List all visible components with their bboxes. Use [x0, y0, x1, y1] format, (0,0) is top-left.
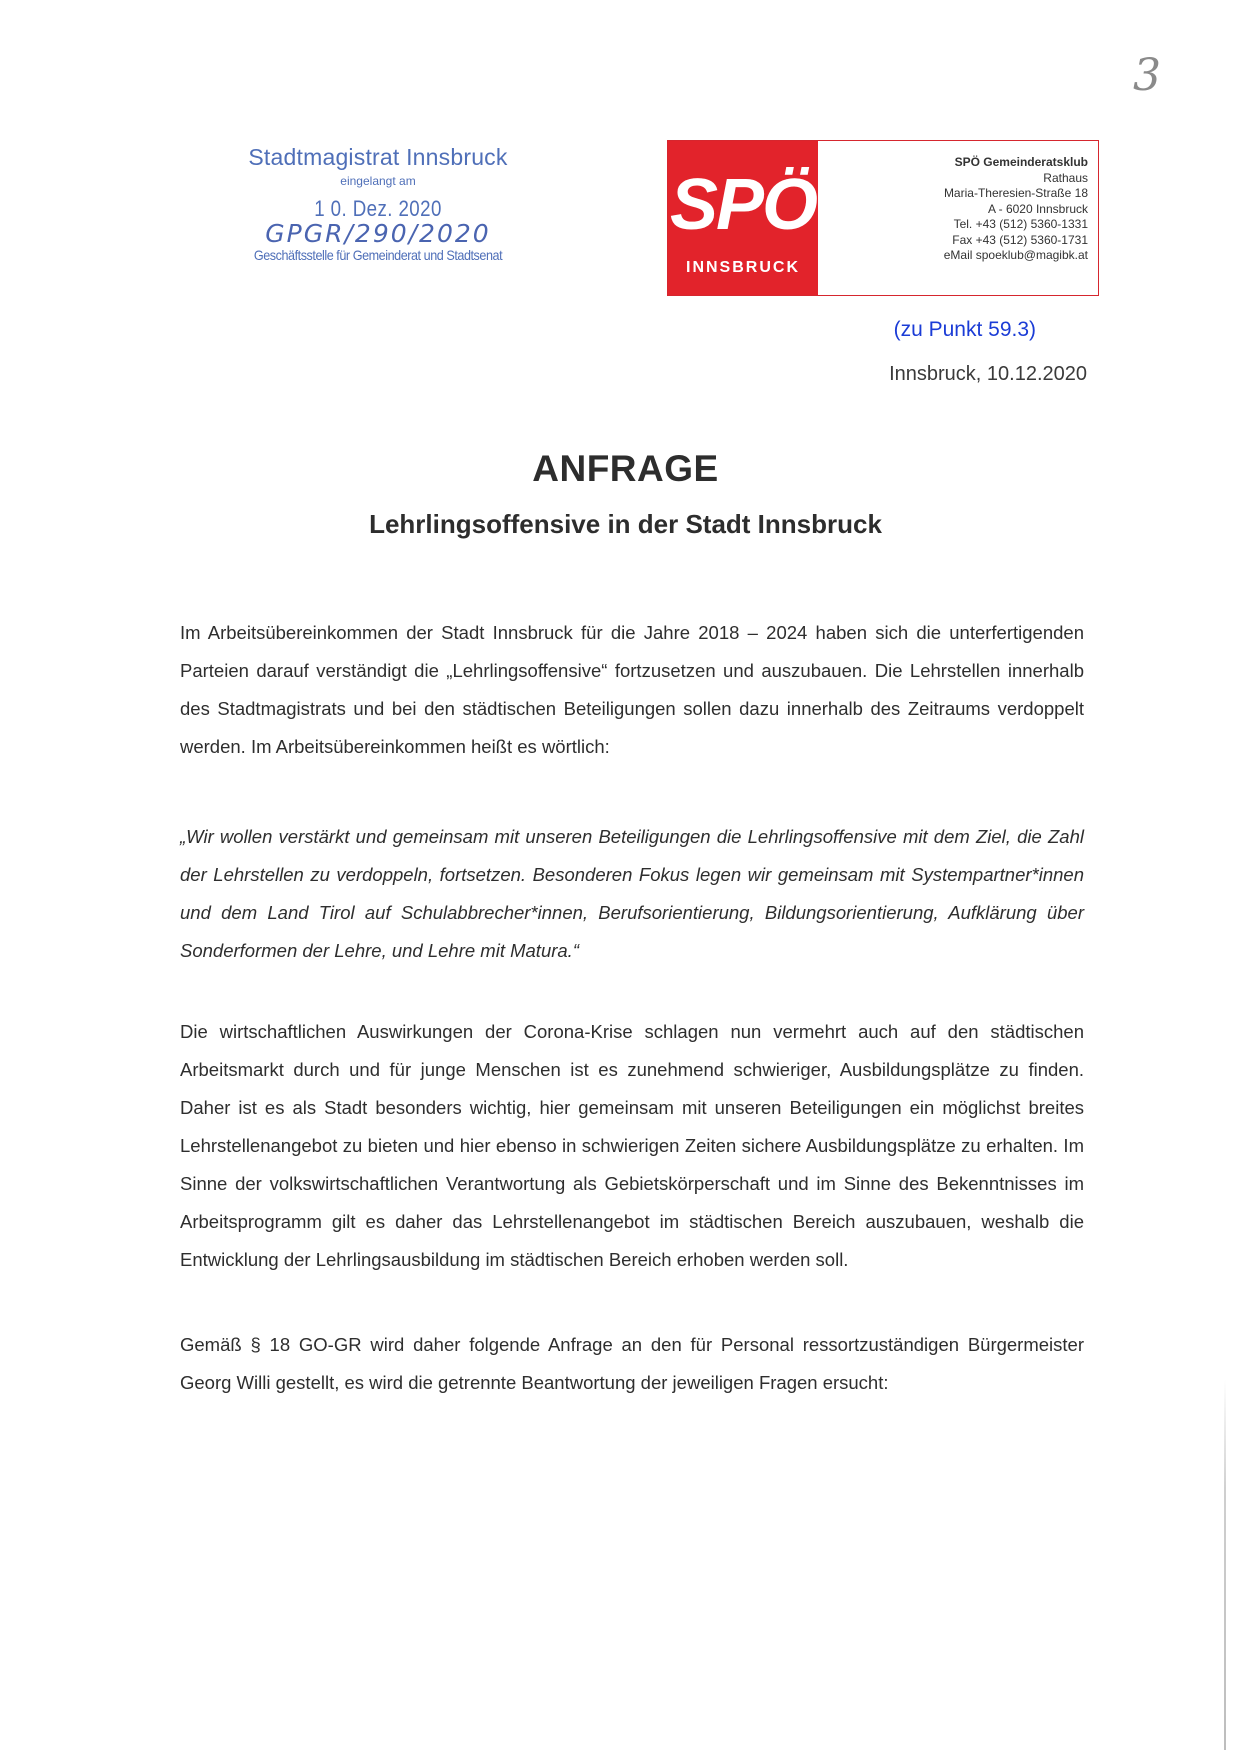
paragraph-text: Gemäß § 18 GO-GR wird daher folgende Anfrage an den für Personal ressortzuständigen Bürgermeister Georg Willi gestellt, es wird die getrennte Beantwortung der jeweiligen Fragen ersucht:: [180, 1334, 1084, 1393]
document-subtitle: Lehrlingsoffensive in der Stadt Innsbruck: [369, 509, 882, 539]
paragraph: [180, 614, 1084, 766]
club-contact-block: [818, 141, 1098, 295]
stamp-office: Stadtmagistrat Innsbruck: [248, 144, 508, 170]
phone-line: Tel. +43 (512) 5360-1331: [953, 217, 1088, 231]
quote-text: „Wir wollen verstärkt und gemeinsam mit unseren Beteiligungen die Lehrlingsoffensive mit dem Ziel, die Zahl der Lehrstellen zu verdoppeln, fortsetzen. Besonderen Fokus legen wir gemeinsam mit Systempartner*innen und dem Land Tirol auf Schulabbrecher*innen, Berufsorientierung, Bildungsorientierung, Aufklärung über Sonderformen der Lehre, und Lehre mit Matura.“: [180, 826, 1084, 961]
stamp-received-label: eingelangt am: [340, 174, 416, 188]
handwritten-page-number: 3: [1133, 50, 1161, 101]
agenda-item-reference: (zu Punkt 59.3): [893, 318, 1036, 341]
paragraph-text: Die wirtschaftlichen Auswirkungen der Corona-Krise schlagen nun vermehrt auch auf den städtischen Arbeitsmarkt durch und für junge Menschen ist es zunehmend schwieriger, Ausbildungsplätze zu finden. Daher ist es als Stadt besonders wichtig, hier gemeinsam mit unseren Beteiligungen ein möglichst breites Lehrstellenangebot zu bieten und hier ebenso in schwierigen Zeiten sichere Ausbildungsplätze zu erhalten. Im Sinne der volkswirtschaftlichen Verantwortung als Gebietskörperschaft und im Sinne des Bekenntnisses im Arbeitsprogramm gilt es daher das Lehrstellenangebot im städtischen Bereich auszubauen, weshalb die Entwicklung der Lehrlingsausbildung im städtischen Bereich erhoben werden soll.: [180, 1021, 1084, 1270]
logo-text: SPÖ: [669, 165, 817, 245]
address-line: Maria-Theresien-Straße 18: [943, 186, 1088, 200]
email-line: eMail spoeklub@magibk.at: [943, 248, 1088, 262]
address-line: Rathaus: [1043, 170, 1088, 185]
spoe-logo: [668, 141, 818, 295]
received-stamp: [228, 143, 528, 293]
stamp-reference: GPGR/290/2020: [265, 219, 491, 248]
paragraph-text: Im Arbeitsübereinkommen der Stadt Innsbruck für die Jahre 2018 – 2024 haben sich die unterfertigenden Parteien darauf verständigt die „Lehrlingsoffensive“ fortzusetzen und auszubauen. Die Lehrstellen innerhalb des Stadtmagistrats und bei den städtischen Beteiligungen sollen dazu innerhalb des Zeitraums verdoppelt werden. Im Arbeitsübereinkommen heißt es wörtlich:: [180, 622, 1084, 757]
letterhead: [667, 140, 1099, 296]
fax-line: Fax +43 (512) 5360-1731: [952, 232, 1088, 247]
place-date: Innsbruck, 10.12.2020: [889, 363, 1087, 385]
stamp-date: 1 0. Dez. 2020: [314, 196, 442, 221]
stamp-department: Geschäftsstelle für Gemeinderat und Stadtsenat: [253, 247, 503, 263]
paragraph: [180, 1326, 1084, 1402]
quote-paragraph: [180, 818, 1084, 970]
document-title: ANFRAGE: [532, 448, 719, 489]
scan-edge-line: [1224, 1380, 1226, 1750]
logo-city: INNSBRUCK: [686, 259, 800, 276]
paragraph: [180, 1013, 1084, 1279]
address-line: A - 6020 Innsbruck: [987, 201, 1088, 216]
club-name: SPÖ Gemeinderatsklub: [954, 155, 1088, 169]
